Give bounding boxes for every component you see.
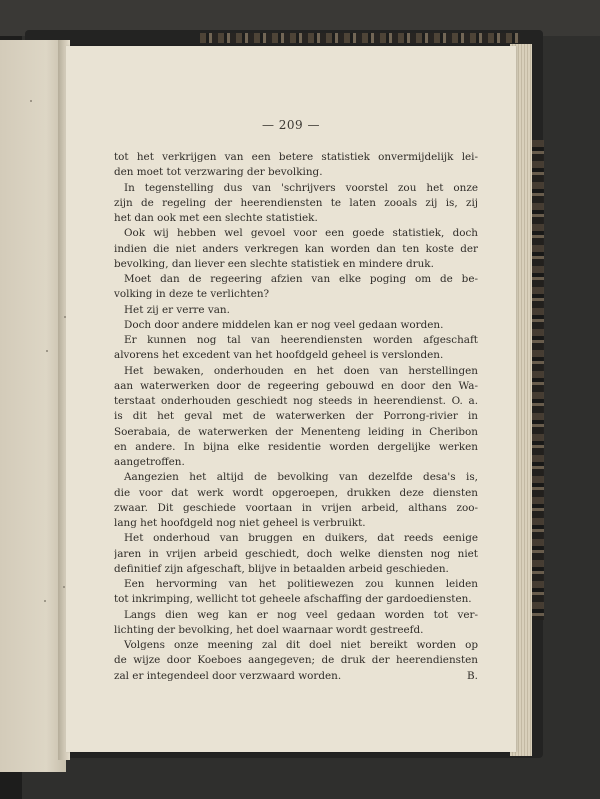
- body-text: [114, 150, 478, 684]
- text-line: zijn de regeling der heerendiensten te laten zooals zij is, zij: [114, 196, 478, 209]
- text-line: lichting der bevolking, het doel waarnaar wordt gestreefd.: [114, 623, 424, 636]
- marbled-edge-top: [200, 33, 520, 43]
- text-line: is dit het geval met de waterwerken der Porrong-rivier in: [114, 410, 478, 423]
- text-line: jaren in vrijen arbeid geschiedt, doch welke diensten nog niet: [114, 547, 478, 560]
- text-line: volking in deze te verlichten?: [114, 288, 270, 301]
- text-line: het dan ook met een slechte statistiek.: [114, 212, 318, 224]
- text-line: Een hervorming van het politiewezen zou kunnen leiden: [124, 578, 478, 590]
- signature: B.: [467, 669, 478, 682]
- text-line: Doch door andere middelen kan er nog veel gedaan worden.: [124, 318, 444, 331]
- left-page: [0, 40, 66, 772]
- text-line: tot inkrimping, wellicht tot geheele afschaffing der gardoediensten.: [114, 593, 472, 606]
- text-line: definitief zijn afgeschaft, blijve in betaalden arbeid geschieden.: [114, 562, 449, 575]
- text-line: lang het hoofdgeld nog niet geheel is verbruikt.: [114, 517, 366, 529]
- page-number: — 209 —: [261, 118, 321, 132]
- text-line: aangetroffen.: [114, 456, 185, 468]
- text-line: In tegenstelling dus van 'schrijvers voorstel zou het onze: [124, 181, 478, 194]
- text-line: terstaat onderhouden geschiedt nog steeds in heerendienst. O. a.: [114, 395, 478, 407]
- right-page: [66, 46, 516, 752]
- text-line: Ook wij hebben wel gevoel voor een goede statistiek, doch: [124, 227, 478, 240]
- text-line: Het zij er verre van.: [124, 303, 230, 316]
- text-line: Moet dan de regeering afzien van elke poging om de be-: [124, 273, 478, 285]
- text-line: Er kunnen nog tal van heerendiensten worden afgeschaft: [124, 334, 478, 346]
- text-line: die voor dat werk wordt opgeroepen, drukken deze diensten: [114, 486, 478, 499]
- text-line: de wijze door Koeboes aangegeven; de druk der heerendiensten: [114, 654, 478, 667]
- closing-line: [114, 669, 478, 684]
- text-line: alvorens het excedent van het hoofdgeld geheel is verslonden.: [114, 349, 444, 362]
- text-line: zwaar. Dit geschiede voortaan in vrijen arbeid, althans zoo-: [114, 501, 478, 514]
- text-line: Aangezien het altijd de bevolking van dezelfde desa's is,: [124, 471, 478, 484]
- text-line: Het bewaken, onderhouden en het doen van herstellingen: [124, 364, 478, 377]
- text-line: den moet tot verzwaring der bevolking.: [114, 166, 323, 179]
- marbled-edge-right: [531, 140, 544, 620]
- text-line: Soerabaia, de waterwerken der Menenteng leiding in Cheribon: [114, 425, 478, 438]
- text-line: indien die niet anders verkregen kan worden dan ten koste der: [114, 242, 478, 255]
- text-line: bevolking, dan liever een slechte statistiek en mindere druk.: [114, 257, 434, 270]
- text-line: en andere. In bijna elke residentie worden dergelijke werken: [114, 440, 478, 453]
- text-line: tot het verkrijgen van een betere statistiek onvermijdelijk lei-: [114, 151, 478, 163]
- text-line: Het onderhoud van bruggen en duikers, dat reeds eenige: [124, 532, 478, 545]
- text-line: Volgens onze meening zal dit doel niet bereikt worden op: [124, 639, 478, 651]
- text-line: aan waterwerken door de regeering gebouwd en door den Wa-: [114, 379, 478, 392]
- closing-text: zal er integendeel door verzwaard worden.: [114, 669, 342, 682]
- text-line: Langs dien weg kan er nog veel gedaan worden tot ver-: [124, 608, 478, 621]
